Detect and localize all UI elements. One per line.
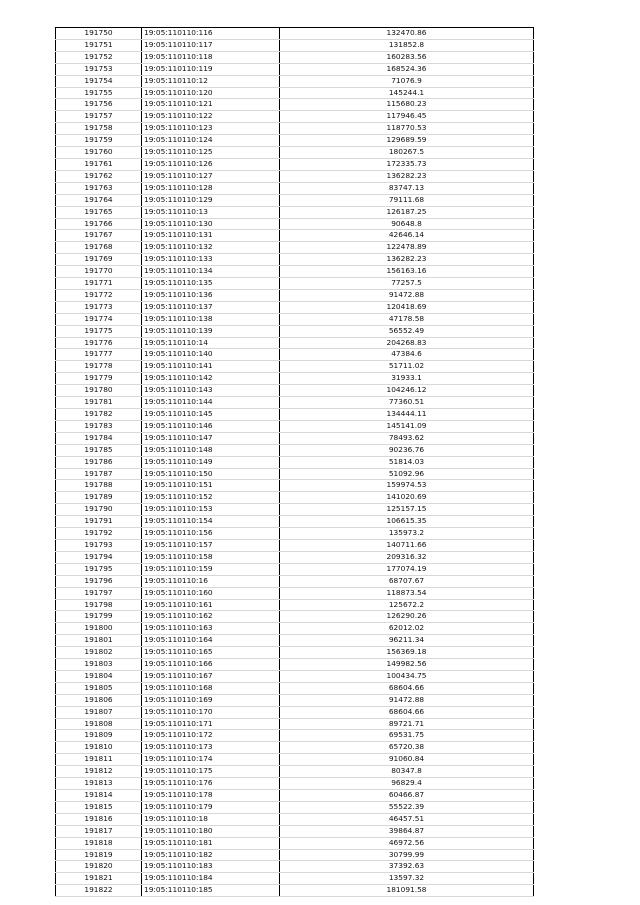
table-row: [56, 647, 534, 659]
record-id-cell: 191798: [56, 599, 142, 611]
cadastral-number-cell: 19:05:110110:163: [142, 623, 280, 635]
table-row: [56, 301, 534, 313]
value-cell: 145141.09: [280, 420, 534, 432]
table-row: [56, 254, 534, 266]
value-cell: 31933.1: [280, 373, 534, 385]
record-id-cell: 191809: [56, 730, 142, 742]
table-row: [56, 849, 534, 861]
table-row: [56, 778, 534, 790]
table-row: [56, 385, 534, 397]
record-id-cell: 191752: [56, 51, 142, 63]
record-id-cell: 191781: [56, 397, 142, 409]
value-cell: 91472.88: [280, 289, 534, 301]
record-id-cell: 191766: [56, 218, 142, 230]
cadastral-number-cell: 19:05:110110:126: [142, 158, 280, 170]
table-row: [56, 28, 534, 40]
value-cell: 91060.84: [280, 754, 534, 766]
record-id-cell: 191790: [56, 504, 142, 516]
table-row: [56, 754, 534, 766]
cadastral-number-cell: 19:05:110110:157: [142, 539, 280, 551]
value-cell: 122478.89: [280, 242, 534, 254]
value-cell: 46972.56: [280, 837, 534, 849]
table-row: [56, 528, 534, 540]
cadastral-number-cell: 19:05:110110:13: [142, 206, 280, 218]
cadastral-number-cell: 19:05:110110:142: [142, 373, 280, 385]
table-row: [56, 623, 534, 635]
value-cell: 156369.18: [280, 647, 534, 659]
record-id-cell: 191805: [56, 682, 142, 694]
value-cell: 172335.73: [280, 158, 534, 170]
record-id-cell: 191768: [56, 242, 142, 254]
value-cell: 141020.69: [280, 492, 534, 504]
value-cell: 96829.4: [280, 778, 534, 790]
cadastral-number-cell: 19:05:110110:147: [142, 432, 280, 444]
value-cell: 90236.76: [280, 444, 534, 456]
record-id-cell: 191762: [56, 170, 142, 182]
cadastral-number-cell: 19:05:110110:139: [142, 325, 280, 337]
cadastral-number-cell: 19:05:110110:178: [142, 790, 280, 802]
table-row: [56, 278, 534, 290]
value-cell: 168524.36: [280, 63, 534, 75]
record-id-cell: 191804: [56, 670, 142, 682]
table-row: [56, 373, 534, 385]
cadastral-number-cell: 19:05:110110:145: [142, 409, 280, 421]
record-id-cell: 191771: [56, 278, 142, 290]
record-id-cell: 191767: [56, 230, 142, 242]
record-id-cell: 191754: [56, 75, 142, 87]
value-cell: 39864.87: [280, 825, 534, 837]
table-row: [56, 801, 534, 813]
value-cell: 126187.25: [280, 206, 534, 218]
table-row: [56, 170, 534, 182]
table-row: [56, 206, 534, 218]
value-cell: 129689.59: [280, 135, 534, 147]
table-row: [56, 39, 534, 51]
value-cell: 89721.71: [280, 718, 534, 730]
table-row: [56, 599, 534, 611]
record-id-cell: 191787: [56, 468, 142, 480]
value-cell: 90648.8: [280, 218, 534, 230]
value-cell: 47384.6: [280, 349, 534, 361]
table-row: [56, 837, 534, 849]
cadastral-number-cell: 19:05:110110:141: [142, 361, 280, 373]
cadastral-number-cell: 19:05:110110:181: [142, 837, 280, 849]
record-id-cell: 191785: [56, 444, 142, 456]
table-row: [56, 539, 534, 551]
cadastral-number-cell: 19:05:110110:143: [142, 385, 280, 397]
record-id-cell: 191758: [56, 123, 142, 135]
record-id-cell: 191799: [56, 611, 142, 623]
cadastral-number-cell: 19:05:110110:121: [142, 99, 280, 111]
table-row: [56, 825, 534, 837]
value-cell: 115680.23: [280, 99, 534, 111]
cadastral-number-cell: 19:05:110110:127: [142, 170, 280, 182]
value-cell: 131852.8: [280, 39, 534, 51]
value-cell: 159974.53: [280, 480, 534, 492]
record-id-cell: 191761: [56, 158, 142, 170]
value-cell: 42646.14: [280, 230, 534, 242]
record-id-cell: 191796: [56, 575, 142, 587]
record-id-cell: 191774: [56, 313, 142, 325]
table-row: [56, 123, 534, 135]
record-id-cell: 191793: [56, 539, 142, 551]
table-row: [56, 504, 534, 516]
record-id-cell: 191777: [56, 349, 142, 361]
value-cell: 118873.54: [280, 587, 534, 599]
record-id-cell: 191803: [56, 659, 142, 671]
value-cell: 51711.02: [280, 361, 534, 373]
value-cell: 135973.2: [280, 528, 534, 540]
table-row: [56, 670, 534, 682]
cadastral-number-cell: 19:05:110110:137: [142, 301, 280, 313]
data-table: [55, 27, 534, 897]
table-row: [56, 444, 534, 456]
cadastral-number-cell: 19:05:110110:160: [142, 587, 280, 599]
value-cell: 46457.51: [280, 813, 534, 825]
value-cell: 120418.69: [280, 301, 534, 313]
cadastral-number-cell: 19:05:110110:132: [142, 242, 280, 254]
table-row: [56, 742, 534, 754]
table-row: [56, 230, 534, 242]
table-row: [56, 409, 534, 421]
value-cell: 118770.53: [280, 123, 534, 135]
value-cell: 51092.96: [280, 468, 534, 480]
table-row: [56, 182, 534, 194]
record-id-cell: 191789: [56, 492, 142, 504]
cadastral-number-cell: 19:05:110110:164: [142, 635, 280, 647]
table-row: [56, 289, 534, 301]
cadastral-number-cell: 19:05:110110:140: [142, 349, 280, 361]
cadastral-number-cell: 19:05:110110:176: [142, 778, 280, 790]
table-row: [56, 790, 534, 802]
cadastral-number-cell: 19:05:110110:120: [142, 87, 280, 99]
record-id-cell: 191806: [56, 694, 142, 706]
table-row: [56, 361, 534, 373]
cadastral-number-cell: 19:05:110110:151: [142, 480, 280, 492]
cadastral-number-cell: 19:05:110110:133: [142, 254, 280, 266]
record-id-cell: 191760: [56, 147, 142, 159]
table-body: [56, 28, 534, 897]
value-cell: 180267.5: [280, 147, 534, 159]
cadastral-number-cell: 19:05:110110:174: [142, 754, 280, 766]
table-row: [56, 468, 534, 480]
record-id-cell: 191778: [56, 361, 142, 373]
table-row: [56, 349, 534, 361]
cadastral-number-cell: 19:05:110110:185: [142, 885, 280, 897]
record-id-cell: 191795: [56, 563, 142, 575]
cadastral-number-cell: 19:05:110110:184: [142, 873, 280, 885]
value-cell: 55522.39: [280, 801, 534, 813]
cadastral-number-cell: 19:05:110110:182: [142, 849, 280, 861]
record-id-cell: 191807: [56, 706, 142, 718]
record-id-cell: 191763: [56, 182, 142, 194]
value-cell: 140711.66: [280, 539, 534, 551]
cadastral-number-cell: 19:05:110110:138: [142, 313, 280, 325]
table-row: [56, 587, 534, 599]
value-cell: 134444.11: [280, 409, 534, 421]
table-row: [56, 861, 534, 873]
record-id-cell: 191800: [56, 623, 142, 635]
value-cell: 80347.8: [280, 766, 534, 778]
value-cell: 149982.56: [280, 659, 534, 671]
record-id-cell: 191811: [56, 754, 142, 766]
record-id-cell: 191755: [56, 87, 142, 99]
table-row: [56, 242, 534, 254]
record-id-cell: 191756: [56, 99, 142, 111]
table-row: [56, 516, 534, 528]
cadastral-number-cell: 19:05:110110:183: [142, 861, 280, 873]
table-row: [56, 873, 534, 885]
value-cell: 156163.16: [280, 266, 534, 278]
record-id-cell: 191814: [56, 790, 142, 802]
value-cell: 91472.88: [280, 694, 534, 706]
cadastral-number-cell: 19:05:110110:122: [142, 111, 280, 123]
record-id-cell: 191753: [56, 63, 142, 75]
cadastral-number-cell: 19:05:110110:170: [142, 706, 280, 718]
record-id-cell: 191810: [56, 742, 142, 754]
record-id-cell: 191822: [56, 885, 142, 897]
table-row: [56, 194, 534, 206]
table-row: [56, 75, 534, 87]
table-row: [56, 492, 534, 504]
cadastral-number-cell: 19:05:110110:172: [142, 730, 280, 742]
record-id-cell: 191757: [56, 111, 142, 123]
cadastral-number-cell: 19:05:110110:149: [142, 456, 280, 468]
table-row: [56, 682, 534, 694]
record-id-cell: 191808: [56, 718, 142, 730]
record-id-cell: 191776: [56, 337, 142, 349]
cadastral-number-cell: 19:05:110110:125: [142, 147, 280, 159]
cadastral-number-cell: 19:05:110110:12: [142, 75, 280, 87]
cadastral-number-cell: 19:05:110110:161: [142, 599, 280, 611]
table-row: [56, 766, 534, 778]
value-cell: 136282.23: [280, 254, 534, 266]
cadastral-number-cell: 19:05:110110:134: [142, 266, 280, 278]
value-cell: 78493.62: [280, 432, 534, 444]
cadastral-number-cell: 19:05:110110:158: [142, 551, 280, 563]
table-row: [56, 337, 534, 349]
cadastral-number-cell: 19:05:110110:156: [142, 528, 280, 540]
value-cell: 104246.12: [280, 385, 534, 397]
cadastral-number-cell: 19:05:110110:154: [142, 516, 280, 528]
table-row: [56, 694, 534, 706]
value-cell: 68604.66: [280, 706, 534, 718]
cadastral-number-cell: 19:05:110110:179: [142, 801, 280, 813]
value-cell: 68707.67: [280, 575, 534, 587]
value-cell: 136282.23: [280, 170, 534, 182]
value-cell: 68604.66: [280, 682, 534, 694]
value-cell: 37392.63: [280, 861, 534, 873]
value-cell: 69531.75: [280, 730, 534, 742]
table-row: [56, 551, 534, 563]
table-row: [56, 266, 534, 278]
record-id-cell: 191779: [56, 373, 142, 385]
record-id-cell: 191765: [56, 206, 142, 218]
cadastral-number-cell: 19:05:110110:168: [142, 682, 280, 694]
table-row: [56, 730, 534, 742]
value-cell: 145244.1: [280, 87, 534, 99]
cadastral-number-cell: 19:05:110110:117: [142, 39, 280, 51]
record-id-cell: 191816: [56, 813, 142, 825]
record-id-cell: 191770: [56, 266, 142, 278]
table-row: [56, 325, 534, 337]
value-cell: 56552.49: [280, 325, 534, 337]
record-id-cell: 191784: [56, 432, 142, 444]
record-id-cell: 191764: [56, 194, 142, 206]
record-id-cell: 191801: [56, 635, 142, 647]
table-row: [56, 313, 534, 325]
cadastral-number-cell: 19:05:110110:159: [142, 563, 280, 575]
value-cell: 181091.58: [280, 885, 534, 897]
table-row: [56, 659, 534, 671]
cadastral-number-cell: 19:05:110110:165: [142, 647, 280, 659]
record-id-cell: 191813: [56, 778, 142, 790]
value-cell: 96211.34: [280, 635, 534, 647]
value-cell: 209316.32: [280, 551, 534, 563]
table-row: [56, 158, 534, 170]
cadastral-number-cell: 19:05:110110:124: [142, 135, 280, 147]
cadastral-number-cell: 19:05:110110:180: [142, 825, 280, 837]
cadastral-number-cell: 19:05:110110:16: [142, 575, 280, 587]
table-row: [56, 635, 534, 647]
table-row: [56, 563, 534, 575]
table-row: [56, 611, 534, 623]
value-cell: 132470.86: [280, 28, 534, 40]
value-cell: 106615.35: [280, 516, 534, 528]
table-row: [56, 397, 534, 409]
value-cell: 77360.51: [280, 397, 534, 409]
value-cell: 51814.03: [280, 456, 534, 468]
value-cell: 13597.32: [280, 873, 534, 885]
cadastral-number-cell: 19:05:110110:116: [142, 28, 280, 40]
record-id-cell: 191820: [56, 861, 142, 873]
table-row: [56, 135, 534, 147]
value-cell: 204268.83: [280, 337, 534, 349]
record-id-cell: 191812: [56, 766, 142, 778]
value-cell: 47178.58: [280, 313, 534, 325]
record-id-cell: 191772: [56, 289, 142, 301]
record-id-cell: 191817: [56, 825, 142, 837]
value-cell: 126290.26: [280, 611, 534, 623]
value-cell: 177074.19: [280, 563, 534, 575]
cadastral-number-cell: 19:05:110110:152: [142, 492, 280, 504]
record-id-cell: 191815: [56, 801, 142, 813]
value-cell: 83747.13: [280, 182, 534, 194]
cadastral-number-cell: 19:05:110110:175: [142, 766, 280, 778]
record-id-cell: 191786: [56, 456, 142, 468]
record-id-cell: 191802: [56, 647, 142, 659]
record-id-cell: 191773: [56, 301, 142, 313]
table-row: [56, 147, 534, 159]
record-id-cell: 191792: [56, 528, 142, 540]
cadastral-number-cell: 19:05:110110:166: [142, 659, 280, 671]
record-id-cell: 191797: [56, 587, 142, 599]
table-row: [56, 706, 534, 718]
cadastral-number-cell: 19:05:110110:162: [142, 611, 280, 623]
table-row: [56, 575, 534, 587]
record-id-cell: 191751: [56, 39, 142, 51]
cadastral-number-cell: 19:05:110110:18: [142, 813, 280, 825]
value-cell: 60466.87: [280, 790, 534, 802]
cadastral-number-cell: 19:05:110110:135: [142, 278, 280, 290]
value-cell: 65720.38: [280, 742, 534, 754]
value-cell: 30799.99: [280, 849, 534, 861]
cadastral-number-cell: 19:05:110110:144: [142, 397, 280, 409]
table-row: [56, 99, 534, 111]
cadastral-number-cell: 19:05:110110:171: [142, 718, 280, 730]
table-row: [56, 718, 534, 730]
record-id-cell: 191780: [56, 385, 142, 397]
value-cell: 62012.02: [280, 623, 534, 635]
cadastral-number-cell: 19:05:110110:153: [142, 504, 280, 516]
cadastral-number-cell: 19:05:110110:123: [142, 123, 280, 135]
table-row: [56, 885, 534, 897]
table-row: [56, 63, 534, 75]
value-cell: 125157.15: [280, 504, 534, 516]
value-cell: 77257.5: [280, 278, 534, 290]
value-cell: 117946.45: [280, 111, 534, 123]
record-id-cell: 191818: [56, 837, 142, 849]
cadastral-number-cell: 19:05:110110:129: [142, 194, 280, 206]
record-id-cell: 191782: [56, 409, 142, 421]
record-id-cell: 191750: [56, 28, 142, 40]
cadastral-number-cell: 19:05:110110:150: [142, 468, 280, 480]
value-cell: 125672.2: [280, 599, 534, 611]
cadastral-number-cell: 19:05:110110:131: [142, 230, 280, 242]
value-cell: 79111.68: [280, 194, 534, 206]
record-id-cell: 191783: [56, 420, 142, 432]
cadastral-number-cell: 19:05:110110:118: [142, 51, 280, 63]
value-cell: 100434.75: [280, 670, 534, 682]
table-row: [56, 111, 534, 123]
cadastral-number-cell: 19:05:110110:167: [142, 670, 280, 682]
record-id-cell: 191788: [56, 480, 142, 492]
cadastral-number-cell: 19:05:110110:136: [142, 289, 280, 301]
record-id-cell: 191775: [56, 325, 142, 337]
cadastral-number-cell: 19:05:110110:148: [142, 444, 280, 456]
cadastral-number-cell: 19:05:110110:146: [142, 420, 280, 432]
table-row: [56, 87, 534, 99]
cadastral-number-cell: 19:05:110110:169: [142, 694, 280, 706]
record-id-cell: 191791: [56, 516, 142, 528]
record-id-cell: 191769: [56, 254, 142, 266]
cadastral-number-cell: 19:05:110110:128: [142, 182, 280, 194]
table-row: [56, 480, 534, 492]
record-id-cell: 191821: [56, 873, 142, 885]
table-row: [56, 218, 534, 230]
value-cell: 71076.9: [280, 75, 534, 87]
cadastral-number-cell: 19:05:110110:173: [142, 742, 280, 754]
value-cell: 160283.56: [280, 51, 534, 63]
cadastral-number-cell: 19:05:110110:14: [142, 337, 280, 349]
table-row: [56, 51, 534, 63]
cadastral-number-cell: 19:05:110110:130: [142, 218, 280, 230]
table-row: [56, 420, 534, 432]
record-id-cell: 191794: [56, 551, 142, 563]
table-row: [56, 813, 534, 825]
record-id-cell: 191819: [56, 849, 142, 861]
record-id-cell: 191759: [56, 135, 142, 147]
cadastral-number-cell: 19:05:110110:119: [142, 63, 280, 75]
table-row: [56, 432, 534, 444]
table-row: [56, 456, 534, 468]
